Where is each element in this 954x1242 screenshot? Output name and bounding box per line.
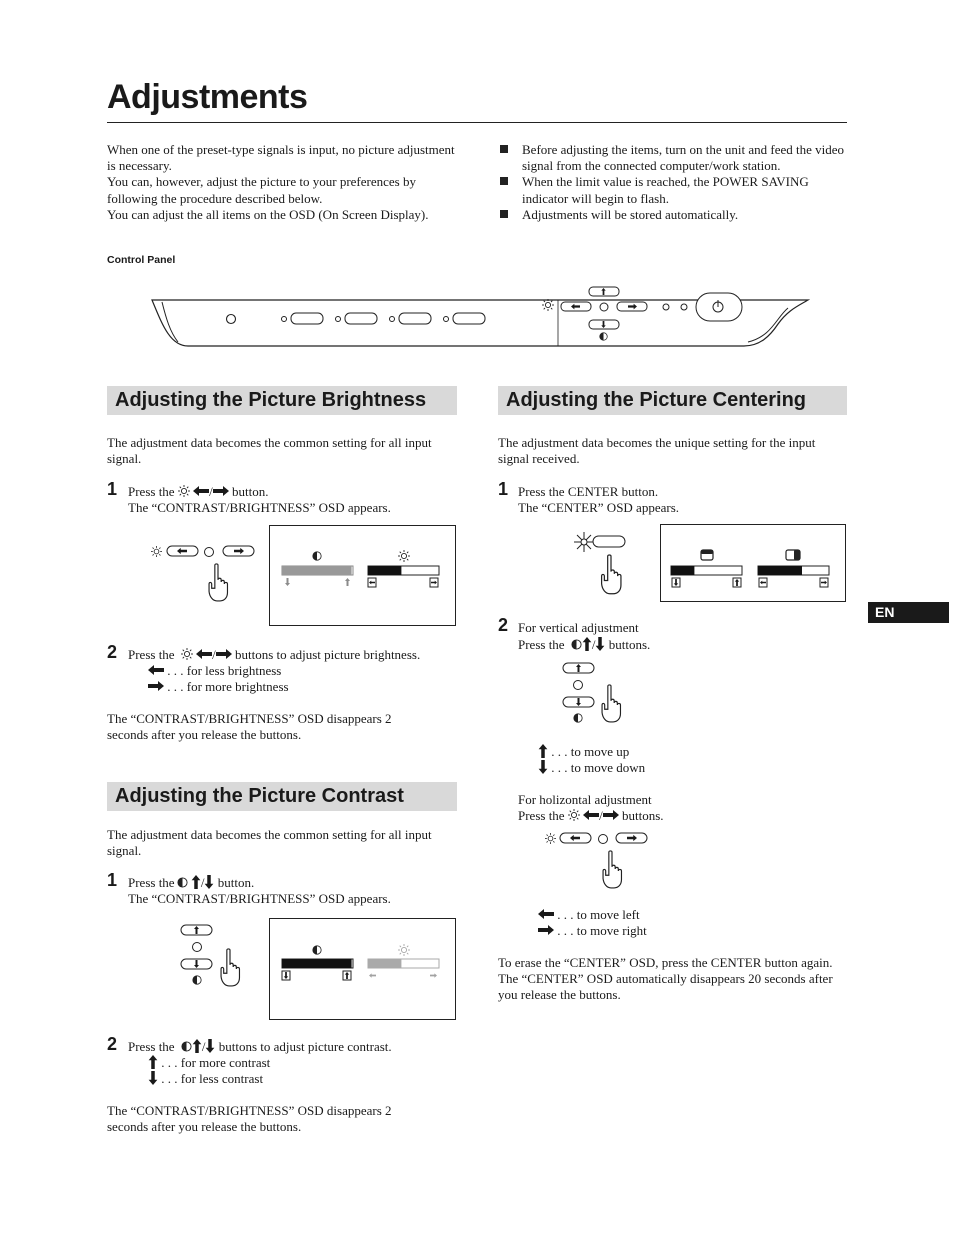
- brightness-icon: [181, 648, 193, 660]
- contrast-icon: [177, 877, 188, 888]
- osd-brightness-fill: [368, 959, 401, 968]
- osd-display: [270, 919, 457, 1021]
- horizontal-label: For holizontal adjustment: [518, 792, 652, 807]
- step-text: button.: [231, 484, 269, 499]
- centering-step1: Press the CENTER button.: [518, 484, 659, 499]
- centering-osd-note: The “CENTER” OSD appears.: [518, 500, 680, 515]
- step-number: 1: [107, 870, 118, 890]
- bullet-text: . . . to move up: [551, 744, 630, 759]
- osd-display: [661, 525, 847, 603]
- down-arrow-icon: [538, 760, 548, 774]
- brightness-step2: Press the / buttons to adjust picture brightness.: [128, 647, 421, 662]
- brightness-osd-box: [269, 525, 456, 626]
- bullet-text: . . . to move right: [557, 923, 647, 938]
- right-arrow-icon: [603, 810, 619, 820]
- centering-heading: Adjusting the Picture Centering: [498, 386, 847, 415]
- osd-contrast-fill: [282, 566, 352, 575]
- osd-display: [270, 526, 457, 627]
- center-osd-box: [660, 524, 846, 602]
- step-text: buttons.: [608, 637, 651, 652]
- contrast-step2: Press the / buttons to adjust picture contrast.: [128, 1039, 392, 1054]
- step-text: Press the: [128, 1039, 175, 1054]
- horizontal-instruction: Press the / buttons.: [518, 808, 664, 823]
- step-text: Press the: [518, 637, 565, 652]
- title-rule: [107, 122, 847, 123]
- bullet-text: . . . for less contrast: [161, 1071, 264, 1086]
- right-arrow-icon: [538, 925, 554, 935]
- note-item: Adjustments will be stored automatically.: [498, 207, 850, 223]
- contrast-osd-note: The “CONTRAST/BRIGHTNESS” OSD appears.: [128, 891, 391, 906]
- step-number: 1: [107, 479, 118, 499]
- contrast-button-diagram: [178, 922, 258, 990]
- bullet-text: . . . to move down: [551, 760, 646, 775]
- contrast-step1: Press the / button.: [128, 875, 255, 890]
- notes-list: [498, 142, 850, 223]
- vertical-label: For vertical adjustment: [518, 620, 639, 635]
- erase-note: To erase the “CENTER” OSD, press the CENTER button again.: [498, 955, 833, 970]
- contrast-less-line: [148, 1071, 263, 1087]
- step-text: Press the: [128, 484, 175, 499]
- step-text: buttons to adjust picture contrast.: [218, 1039, 392, 1054]
- step-text: button.: [217, 875, 255, 890]
- step-number: 1: [498, 479, 509, 499]
- brightness-icon: [178, 485, 190, 497]
- left-arrow-icon: [538, 909, 554, 919]
- step-text: buttons.: [621, 808, 664, 823]
- intro-paragraph: When one of the preset-type signals is input, no picture adjustment is necessary.: [107, 142, 455, 174]
- intro-text: [107, 142, 457, 223]
- osd-contrast-fill: [282, 959, 352, 968]
- language-tab: EN: [868, 602, 949, 623]
- left-arrow-icon: [196, 649, 212, 659]
- up-arrow-icon: [538, 744, 548, 758]
- bullet-text: . . . for more brightness: [167, 679, 289, 694]
- osd-horizontal-fill: [758, 566, 802, 575]
- left-arrow-icon: [583, 810, 599, 820]
- vertical-button-diagram: [560, 660, 640, 728]
- control-panel-label: Control Panel: [107, 254, 176, 266]
- control-panel-illustration: [148, 284, 812, 350]
- move-up-line: [538, 744, 629, 760]
- step-text: Press the: [128, 875, 175, 890]
- auto-disappear-note: The “CENTER” OSD automatically disappears 20 seconds after you release the buttons.: [498, 971, 833, 1003]
- horizontal-button-diagram: [542, 830, 657, 892]
- note-item: Before adjusting the items, turn on the unit and feed the video signal from the connected computer/work station.: [498, 142, 850, 174]
- osd-vertical-fill: [671, 566, 694, 575]
- move-right-line: [538, 923, 647, 939]
- contrast-intro: The adjustment data becomes the common setting for all input signal.: [107, 827, 432, 859]
- down-arrow-icon: [595, 637, 605, 651]
- up-arrow-icon: [148, 1055, 158, 1069]
- contrast-heading: Adjusting the Picture Contrast: [107, 782, 457, 811]
- step-number: 2: [107, 1034, 118, 1054]
- down-arrow-icon: [205, 1039, 215, 1053]
- intro-paragraph: You can adjust the all items on the OSD (On Screen Display).: [107, 206, 429, 222]
- vertical-instruction: Press the / buttons.: [518, 637, 651, 652]
- step-text: Press the: [518, 808, 565, 823]
- osd-brightness-fill: [368, 566, 401, 575]
- right-arrow-icon: [213, 486, 229, 496]
- center-button-diagram: [572, 530, 634, 600]
- bullet-text: . . . for more contrast: [161, 1055, 271, 1070]
- left-arrow-icon: [148, 665, 164, 675]
- brightness-step1: Press the / button.: [128, 484, 269, 499]
- brightness-more-line: [148, 679, 289, 695]
- up-arrow-icon: [191, 875, 201, 889]
- brightness-icon: [568, 809, 580, 821]
- note-item: When the limit value is reached, the POWER SAVING indicator will begin to flash.: [498, 174, 850, 206]
- step-number: 2: [107, 642, 118, 662]
- centering-intro: The adjustment data becomes the unique setting for the input signal received.: [498, 435, 816, 467]
- brightness-heading: Adjusting the Picture Brightness: [107, 386, 457, 415]
- brightness-intro: The adjustment data becomes the common setting for all input signal.: [107, 435, 432, 467]
- brightness-less-line: [148, 663, 281, 679]
- step-text: Press the: [128, 647, 175, 662]
- move-down-line: [538, 760, 645, 776]
- down-arrow-icon: [148, 1071, 158, 1085]
- step-number: 2: [498, 615, 509, 635]
- contrast-osd-box: [269, 918, 456, 1020]
- step-text: buttons to adjust picture brightness.: [234, 647, 421, 662]
- right-arrow-icon: [148, 681, 164, 691]
- intro-paragraph: You can, however, adjust the picture to your preferences by following the procedure described below.: [107, 174, 416, 206]
- brightness-footer: The “CONTRAST/BRIGHTNESS” OSD disappears 2 seconds after you release the buttons.: [107, 711, 392, 743]
- up-arrow-icon: [582, 637, 592, 651]
- contrast-icon: [571, 639, 582, 650]
- bullet-text: . . . to move left: [557, 907, 640, 922]
- brightness-osd-note: The “CONTRAST/BRIGHTNESS” OSD appears.: [128, 500, 391, 515]
- page-title: Adjustments: [107, 78, 308, 116]
- up-arrow-icon: [192, 1039, 202, 1053]
- right-arrow-icon: [216, 649, 232, 659]
- left-arrow-icon: [193, 486, 209, 496]
- contrast-more-line: [148, 1055, 270, 1071]
- contrast-icon: [181, 1041, 192, 1052]
- brightness-button-diagram: [148, 543, 263, 605]
- move-left-line: [538, 907, 640, 923]
- bullet-text: . . . for less brightness: [167, 663, 282, 678]
- contrast-footer: The “CONTRAST/BRIGHTNESS” OSD disappears 2 seconds after you release the buttons.: [107, 1103, 392, 1135]
- down-arrow-icon: [204, 875, 214, 889]
- centering-footer: [498, 955, 843, 1004]
